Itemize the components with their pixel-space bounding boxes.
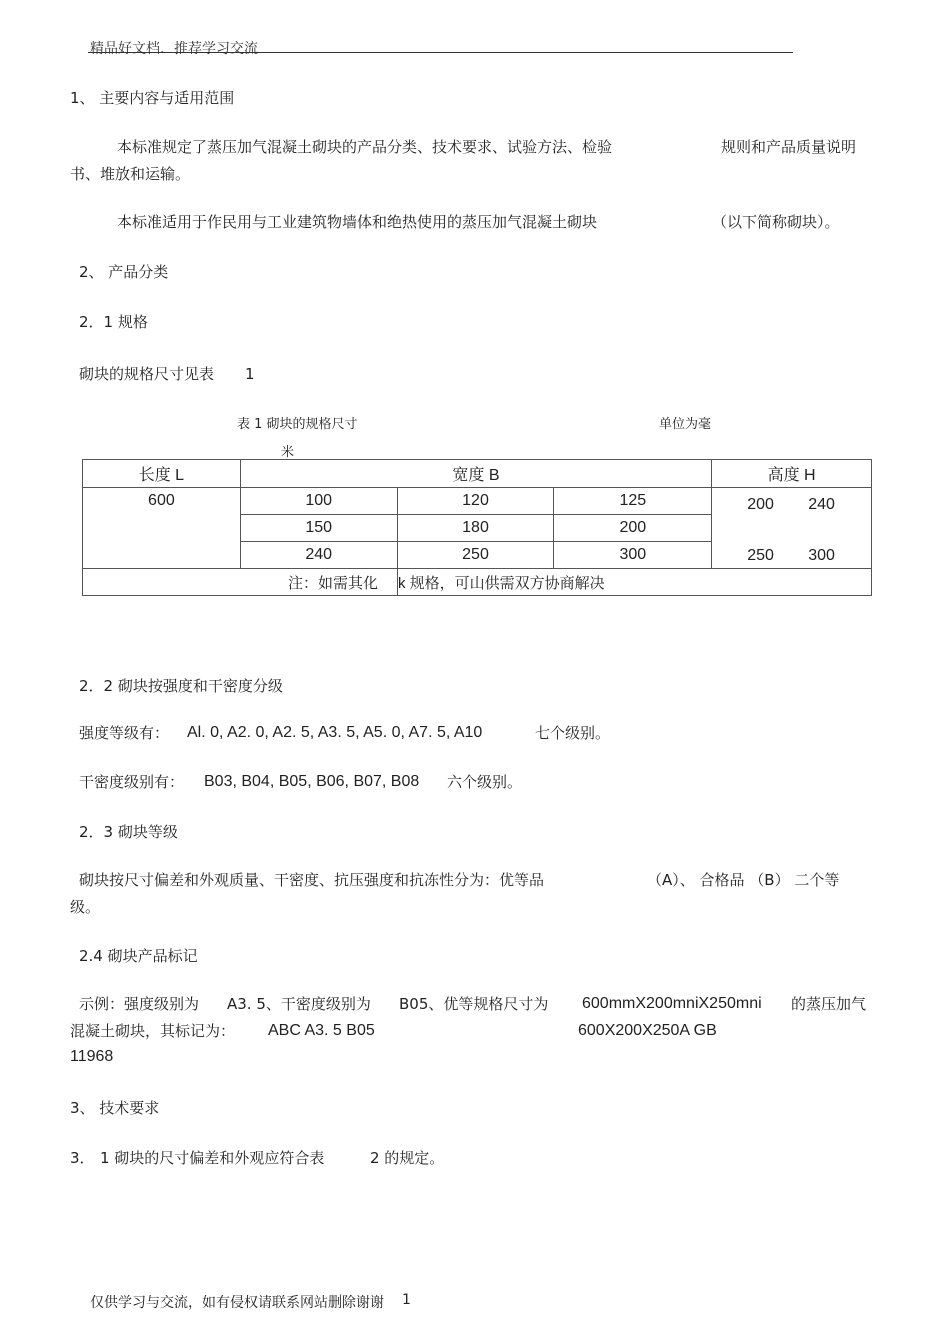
table-caption: 表 1 砌块的规格尺寸 xyxy=(237,417,358,432)
width-cell: 100 xyxy=(240,488,397,515)
table-note-part-a: 注：如需其化 xyxy=(288,575,379,592)
width-cell: 240 xyxy=(240,542,397,569)
s23-text-part-c: 级。 xyxy=(70,898,101,916)
page-number: 1 xyxy=(402,1292,411,1308)
section-2-1-table-ref: 1 xyxy=(245,365,255,383)
s1-paragraph-1-part-c: 书、堆放和运输。 xyxy=(70,165,191,183)
width-cell: 125 xyxy=(554,488,712,515)
example-part-8: 600X200X250A GB xyxy=(578,1022,717,1039)
height-value: 250 xyxy=(747,547,774,564)
table-header-row xyxy=(83,460,872,488)
example-part-7: ABC A3. 5 B05 xyxy=(268,1022,375,1039)
s1-paragraph-1-part-b: 规则和产品质量说明 xyxy=(721,138,857,156)
section-2-2-title: 2．2 砌块按强度和干密度分级 xyxy=(79,677,283,695)
spec-table xyxy=(82,459,872,596)
density-values: B03, B04, B05, B06, B07, B08 xyxy=(204,773,420,790)
table-unit: 单位为毫 xyxy=(659,417,712,432)
example-part-9: 11968 xyxy=(70,1048,114,1065)
header-length: 长度 L xyxy=(83,460,241,488)
section-2-1-title: 2．1 规格 xyxy=(79,313,148,331)
density-label: 干密度级别有： xyxy=(79,773,185,791)
example-part-6: 混凝土砌块，其标记为： xyxy=(70,1022,236,1040)
height-cell xyxy=(712,488,872,569)
width-cell: 180 xyxy=(397,515,554,542)
header-height: 高度 H xyxy=(712,460,872,488)
section-3-title: 3、 技术要求 xyxy=(70,1099,160,1117)
s1-paragraph-2-part-a: 本标准适用于作民用与工业建筑物墙体和绝热使用的蒸压加气混凝土砌块 xyxy=(117,213,598,231)
height-value: 240 xyxy=(808,496,835,513)
height-value: 300 xyxy=(808,547,835,564)
header-width: 宽度 B xyxy=(240,460,711,488)
example-part-4: 600mmX200mniX250mni xyxy=(582,995,762,1012)
header-rule xyxy=(88,52,793,53)
section-2-3-title: 2．3 砌块等级 xyxy=(79,823,178,841)
width-cell: 120 xyxy=(397,488,554,515)
width-cell: 200 xyxy=(554,515,712,542)
example-part-2: A3. 5、干密度级别为 xyxy=(227,995,371,1013)
width-cell: 300 xyxy=(554,542,712,569)
s31-part-b: 1 砌块的尺寸偏差和外观应符合表 xyxy=(100,1149,325,1167)
page-footer: 仅供学习与交流，如有侵权请联系网站删除谢谢 xyxy=(90,1295,384,1311)
table-note-row xyxy=(83,569,872,596)
height-value: 200 xyxy=(747,496,774,513)
s23-text-part-a: 砌块按尺寸偏差和外观质量、干密度、抗压强度和抗冻性分为：优等品 xyxy=(79,871,545,889)
strength-suffix: 七个级别。 xyxy=(535,724,611,742)
section-2-title: 2、 产品分类 xyxy=(79,263,169,281)
s1-paragraph-1-part-a: 本标准规定了蒸压加气混凝土砌块的产品分类、技术要求、试验方法、检验 xyxy=(117,138,613,156)
example-part-3: B05、优等规格尺寸为 xyxy=(399,995,549,1013)
section-2-4-title: 2.4 砌块产品标记 xyxy=(79,947,198,965)
section-1-title: 1、 主要内容与适用范围 xyxy=(70,89,235,107)
table-unit-continued: 米 xyxy=(281,445,295,460)
s23-text-part-b: （A）、 合格品 （B） 二个等 xyxy=(647,871,840,889)
s31-part-c: 2 的规定。 xyxy=(370,1149,445,1167)
width-cell: 150 xyxy=(240,515,397,542)
length-value: 600 xyxy=(83,488,241,569)
strength-values: Al. 0, A2. 0, A2. 5, A3. 5, A5. 0, A7. 5, A10 xyxy=(187,724,483,741)
section-2-1-text: 砌块的规格尺寸见表 xyxy=(79,365,215,383)
page-header: 精品好文档．推荐学习交流 xyxy=(90,41,258,57)
width-cell: 250 xyxy=(397,542,554,569)
table-note-part-b: k 规格，可山供需双方协商解决 xyxy=(398,575,605,592)
table-note-cell xyxy=(83,569,872,596)
density-suffix: 六个级别。 xyxy=(447,773,523,791)
strength-label: 强度等级有： xyxy=(79,724,170,742)
s1-paragraph-2-part-b: （以下简称砌块）。 xyxy=(712,213,840,231)
example-part-1: 示例：强度级别为 xyxy=(79,995,200,1013)
example-part-5: 的蒸压加气 xyxy=(791,995,867,1013)
table-row xyxy=(83,488,872,515)
s31-part-a: 3． xyxy=(70,1149,95,1167)
